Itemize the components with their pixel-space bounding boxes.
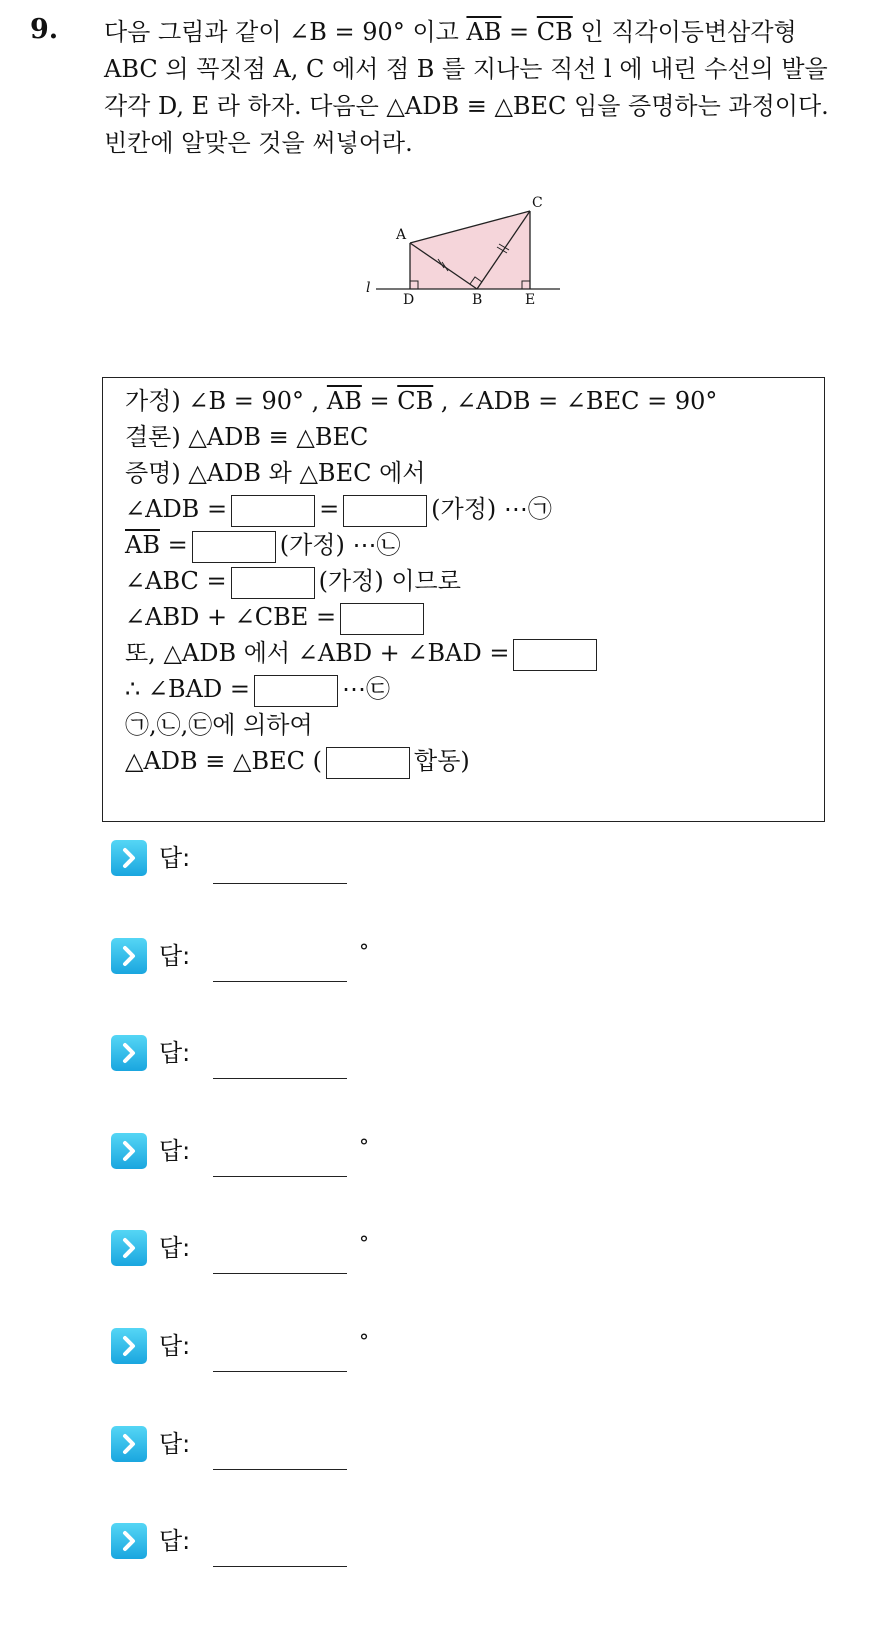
chevron-right-icon[interactable]	[111, 1328, 147, 1364]
proof-line-6: ∠ABC = (가정) 이므로	[125, 564, 461, 598]
question-number: 9.	[30, 14, 59, 45]
label-D: D	[403, 292, 415, 308]
answer-input-line[interactable]	[213, 981, 347, 982]
label-E: E	[525, 292, 536, 308]
proof-line-conclusion: 결론) △ADB ≡ △BEC	[125, 423, 369, 451]
answer-input-line[interactable]	[213, 1371, 347, 1372]
chevron-right-icon[interactable]	[111, 840, 147, 876]
question-line-2: ABC 의 꼭짓점 A, C 에서 점 B 를 지나는 직선 l 에 내린 수선의 발을	[104, 55, 828, 83]
question-line-1: 다음 그림과 같이 ∠B = 90° 이고 $\overline{AB} = \overline{CB}$ 인 직각이등변삼각형	[104, 18, 797, 46]
answer-unit: °	[359, 938, 369, 963]
blank-4[interactable]	[231, 567, 315, 599]
answer-label: 답:	[159, 1039, 191, 1068]
chevron-right-icon[interactable]	[111, 1133, 147, 1169]
proof-line-7: ∠ABD + ∠CBE =	[125, 600, 428, 634]
chevron-right-icon[interactable]	[111, 1035, 147, 1071]
answer-unit: °	[359, 1133, 369, 1158]
triangle-shade	[410, 211, 530, 289]
answer-unit: °	[359, 1231, 369, 1256]
question-text	[104, 14, 864, 162]
answer-label: 답:	[159, 1136, 191, 1165]
proof-line-11: △ADB ≡ △BEC ( 합동)	[125, 744, 470, 778]
answer-label: 답:	[159, 1332, 191, 1360]
label-B: B	[472, 292, 483, 308]
segment-CB-text: $\overline{CB}$	[397, 387, 434, 415]
answer-input-line[interactable]	[213, 1176, 347, 1177]
answer-label: 답:	[159, 1429, 191, 1458]
triangle-figure	[366, 195, 590, 323]
proof-line-8: 또, △ADB 에서 ∠ABD + ∠BAD =	[125, 636, 601, 670]
answer-input-line[interactable]	[213, 1566, 347, 1567]
label-A: A	[396, 227, 407, 243]
blank-3[interactable]	[192, 531, 276, 563]
answer-input-line[interactable]	[213, 1078, 347, 1079]
blank-6[interactable]	[513, 639, 597, 671]
proof-line-10: ㉠,㉡,㉢에 의하여	[125, 711, 313, 739]
answer-label: 답:	[159, 844, 191, 872]
segment-CB-overline: $\overline{CB}$	[536, 18, 573, 46]
chevron-right-icon[interactable]	[111, 938, 147, 974]
proof-line-5: $\overline{AB}$ = (가정) ⋯㉡	[125, 528, 400, 562]
label-C: C	[532, 195, 543, 211]
proof-line-assumption: 가정) ∠B = 90° , $\overline{AB} = \overline{CB}$ , ∠ADB = ∠BEC = 90°	[125, 387, 718, 415]
blank-8[interactable]	[326, 747, 410, 779]
chevron-right-icon[interactable]	[111, 1230, 147, 1266]
blank-5[interactable]	[340, 603, 424, 635]
answer-label: 답:	[159, 1234, 191, 1263]
blank-7[interactable]	[254, 675, 338, 707]
segment-AB-text: $\overline{AB}$	[326, 387, 362, 415]
answer-unit: °	[359, 1329, 369, 1353]
chevron-right-icon[interactable]	[111, 1426, 147, 1462]
chevron-right-icon[interactable]	[111, 1523, 147, 1559]
question-line-4: 빈칸에 알맞은 것을 써넣어라.	[104, 129, 413, 157]
answer-input-line[interactable]	[213, 883, 347, 884]
answer-label: 답:	[159, 941, 191, 970]
proof-box	[102, 377, 825, 822]
proof-line-9: ∴ ∠BAD = ⋯㉢	[125, 672, 390, 706]
answer-input-line[interactable]	[213, 1469, 347, 1470]
answer-input-line[interactable]	[213, 1273, 347, 1274]
question-line-3: 각각 D, E 라 하자. 다음은 △ADB ≡ △BEC 임을 증명하는 과정이다.	[104, 92, 829, 120]
proof-line-proof: 증명) △ADB 와 △BEC 에서	[125, 459, 426, 487]
answer-label: 답:	[159, 1527, 191, 1556]
label-l: l	[366, 280, 371, 296]
segment-AB-overline: $\overline{AB}$	[466, 18, 502, 46]
blank-2[interactable]	[343, 495, 427, 527]
blank-1[interactable]	[231, 495, 315, 527]
proof-line-4: ∠ADB = = (가정) ⋯㉠	[125, 492, 552, 526]
